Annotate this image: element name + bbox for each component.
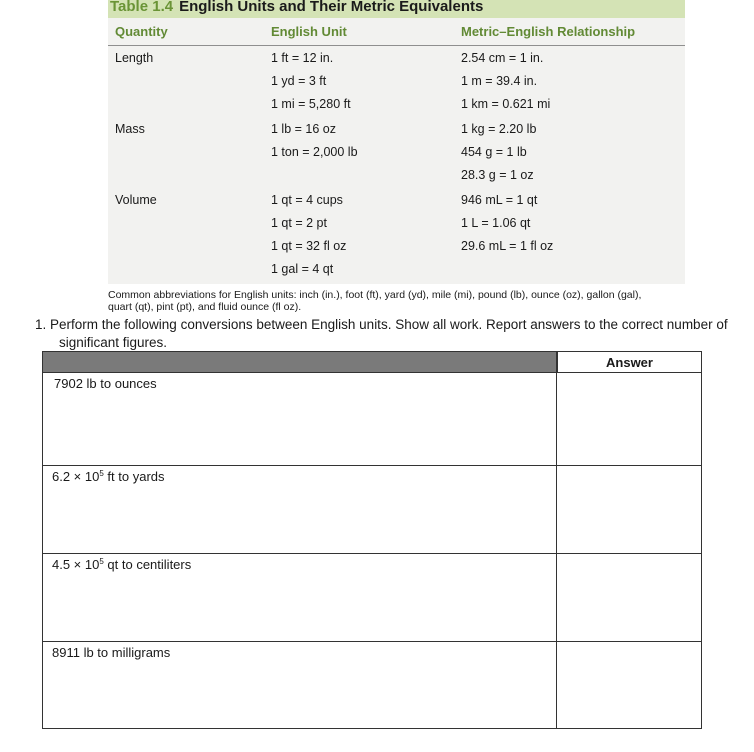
problem-exponent: 5: [99, 469, 104, 478]
answer-cell[interactable]: [557, 642, 702, 729]
cell-english: 1 lb = 16 oz: [271, 122, 336, 136]
table-title-band: [108, 0, 685, 18]
problem-rest: qt to centiliters: [103, 557, 192, 572]
cell-metric: 1 kg = 2.20 lb: [461, 122, 537, 136]
answer-header: Answer: [557, 351, 702, 373]
problem-prompt: [52, 557, 191, 572]
cell-english: 1 qt = 4 cups: [271, 193, 343, 207]
cell-english: 1 ton = 2,000 lb: [271, 145, 358, 159]
units-table-header: [108, 18, 685, 46]
work-cell[interactable]: [42, 373, 557, 466]
grid-header-shaded: [42, 351, 557, 373]
footnote-line: quart (qt), pint (pt), and fluid ounce (fl oz).: [108, 301, 302, 313]
cell-english: 1 ft = 12 in.: [271, 51, 334, 65]
problem-mantissa: 4.5 × 10: [52, 557, 100, 572]
answer-cell[interactable]: [557, 373, 702, 466]
question-line: 1. Perform the following conversions between English units. Show all work. Report answers to the correct number of: [35, 317, 728, 332]
problem-prompt: [52, 469, 165, 484]
cell-metric: 1 L = 1.06 qt: [461, 216, 531, 230]
table-number: Table 1.4: [110, 0, 174, 15]
work-cell[interactable]: [42, 642, 557, 729]
cell-quantity: Length: [115, 51, 154, 65]
problem-prompt: 7902 lb to ounces: [54, 376, 157, 391]
table-title: English Units and Their Metric Equivalents: [179, 0, 484, 15]
answer-cell[interactable]: [557, 466, 702, 554]
cell-metric: 28.3 g = 1 oz: [461, 168, 534, 182]
cell-metric: 2.54 cm = 1 in.: [461, 51, 544, 65]
units-table: [108, 18, 685, 284]
cell-metric: 946 mL = 1 qt: [461, 193, 538, 207]
cell-metric: 454 g = 1 lb: [461, 145, 527, 159]
cell-english: 1 yd = 3 ft: [271, 74, 327, 88]
footnote-line: Common abbreviations for English units: inch (in.), foot (ft), yard (yd), mile (mi), pound (lb), ounce (oz), gallon (gal),: [108, 289, 642, 301]
answer-cell[interactable]: [557, 554, 702, 642]
cell-metric: 29.6 mL = 1 fl oz: [461, 239, 554, 253]
cell-metric: 1 km = 0.621 mi: [461, 97, 551, 111]
table-footnote: [108, 289, 698, 313]
work-cell[interactable]: [42, 466, 557, 554]
cell-english: 1 gal = 4 qt: [271, 262, 334, 276]
cell-english: 1 mi = 5,280 ft: [271, 97, 351, 111]
worksheet-grid: [42, 351, 702, 729]
header-metric-english: Metric–English Relationship: [461, 24, 636, 39]
problem-rest: ft to yards: [103, 469, 165, 484]
cell-english: 1 qt = 32 fl oz: [271, 239, 347, 253]
header-quantity: Quantity: [115, 24, 168, 39]
work-cell[interactable]: [42, 554, 557, 642]
question-1: [35, 316, 750, 352]
question-line: significant figures.: [59, 335, 168, 350]
problem-exponent: 5: [99, 557, 104, 566]
cell-quantity: Volume: [115, 193, 157, 207]
cell-english: 1 qt = 2 pt: [271, 216, 327, 230]
problem-prompt: 8911 lb to milligrams: [52, 645, 171, 660]
header-english-unit: English Unit: [271, 24, 347, 39]
cell-quantity: Mass: [115, 122, 145, 136]
cell-metric: 1 m = 39.4 in.: [461, 74, 538, 88]
problem-mantissa: 6.2 × 10: [52, 469, 100, 484]
